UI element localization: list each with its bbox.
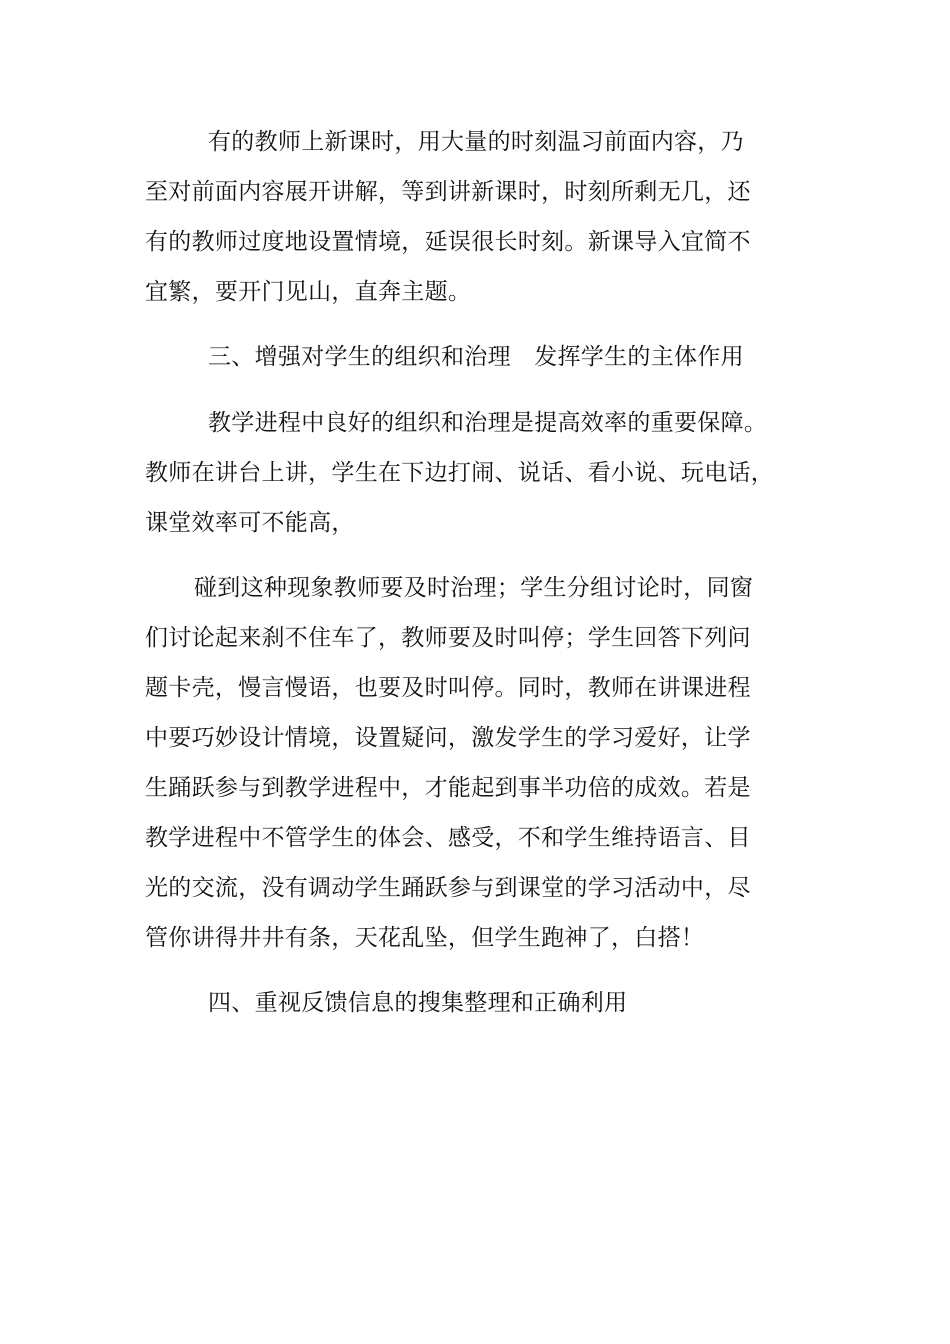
paragraph-line: 教学进程中不管学生的体会、感受，不和学生维持语言、目 [145,825,751,851]
paragraph-line: 教学进程中良好的组织和治理是提高效率的重要保障。 [208,410,768,436]
paragraph-line: 至对前面内容展开讲解，等到讲新课时，时刻所剩无几，还 [145,179,751,205]
paragraph-line: 有的教师过度地设置情境，延误很长时刻。新课导入宜简不 [145,229,751,255]
paragraph-line: 教师在讲台上讲，学生在下边打闹、说话、看小说、玩电话， [145,460,775,486]
paragraph-line: 管你讲得井井有条，天花乱坠，但学生跑神了，白搭！ [145,925,705,951]
paragraph-line: 宜繁，要开门见山，直奔主题。 [145,279,472,305]
paragraph-line: 有的教师上新课时，用大量的时刻温习前面内容，乃 [208,129,744,155]
paragraph-line: 生踊跃参与到教学进程中，才能起到事半功倍的成效。若是 [145,775,751,801]
paragraph-line: 光的交流，没有调动学生踊跃参与到课堂的学习活动中，尽 [145,875,751,901]
paragraph-line: 课堂效率可不能高， [145,510,355,536]
paragraph-line: 们讨论起来刹不住车了，教师要及时叫停；学生回答下列问 [145,625,751,651]
section-heading: 四、重视反馈信息的搜集整理和正确利用 [208,990,628,1016]
paragraph-line: 中要巧妙设计情境，设置疑问，激发学生的学习爱好，让学 [145,725,751,751]
paragraph-line: 题卡壳，慢言慢语，也要及时叫停。同时，教师在讲课进程 [145,675,751,701]
paragraph-line: 碰到这种现象教师要及时治理；学生分组讨论时，同窗 [194,575,754,601]
section-heading: 三、增强对学生的组织和治理 发挥学生的主体作用 [208,344,744,370]
